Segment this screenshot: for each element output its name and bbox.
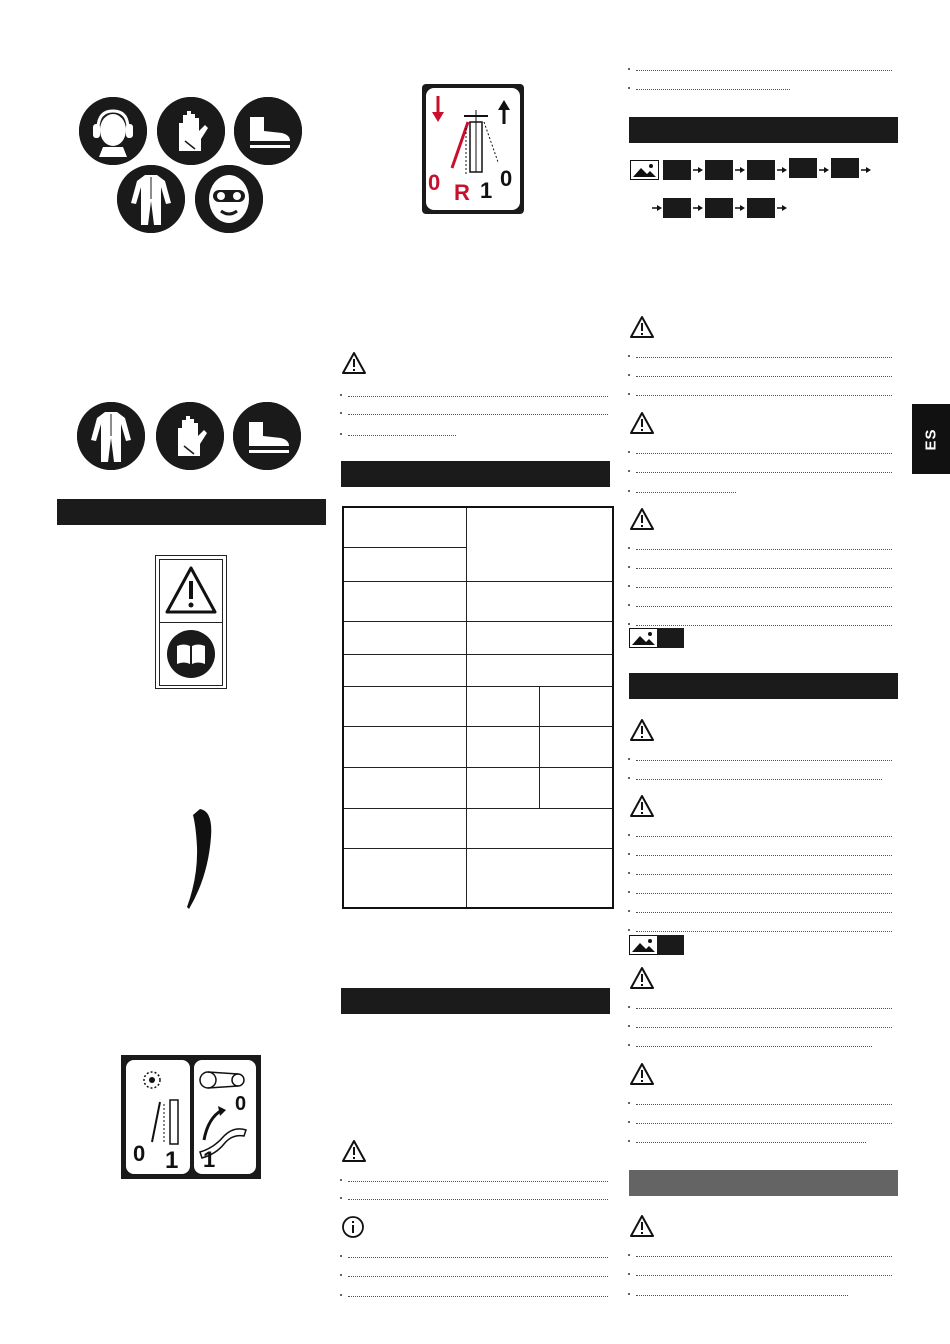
flow-step-box (705, 160, 733, 180)
text-line (636, 1295, 848, 1296)
arrow-right-icon (652, 203, 662, 213)
spec-value-cell (540, 686, 614, 726)
image-placeholder-icon (629, 935, 658, 955)
lever-zero-red: 0 (428, 170, 441, 195)
text-line (348, 1296, 608, 1297)
lever-label-bottom-right: 1 (203, 1147, 216, 1172)
spec-value-cell (467, 767, 540, 808)
flow-step-box (747, 160, 775, 180)
lever-zero: 0 (500, 166, 513, 191)
text-line (636, 395, 892, 396)
flow-step-box (831, 158, 859, 178)
text-line (348, 1257, 608, 1258)
warning-triangle-icon (164, 564, 218, 616)
text-line (636, 1027, 892, 1028)
spec-table (342, 506, 614, 909)
text-line (636, 472, 892, 473)
text-line (636, 1046, 872, 1047)
spec-value-cell (467, 686, 540, 726)
warning-icon (629, 507, 655, 531)
section-heading-bar (629, 117, 898, 143)
warning-icon (629, 411, 655, 435)
warning-icon (629, 1214, 655, 1238)
section-heading-bar-grey (629, 1170, 898, 1196)
arrow-right-icon (819, 165, 829, 175)
ear-protection-icon (79, 97, 147, 165)
read-manual-icon (167, 630, 215, 678)
spec-label-cell (343, 654, 467, 686)
spec-label-cell (343, 726, 467, 767)
text-line (636, 1275, 892, 1276)
text-line (636, 1104, 892, 1105)
protective-suit-icon (77, 402, 145, 470)
text-line (636, 1142, 866, 1143)
text-line (348, 1276, 608, 1277)
text-line (636, 357, 892, 358)
flow-step-box (663, 198, 691, 218)
spec-label-cell (343, 581, 467, 621)
spec-label-cell (343, 767, 467, 808)
safety-boots-icon (234, 97, 302, 165)
flow-step-box (747, 198, 775, 218)
text-line (636, 549, 892, 550)
image-placeholder-icon (629, 628, 658, 648)
arrow-right-icon (735, 165, 745, 175)
safety-label (155, 555, 227, 689)
warning-icon (341, 1139, 367, 1163)
section-heading-bar (341, 461, 610, 487)
text-line (636, 836, 892, 837)
spec-label-cell (343, 848, 467, 908)
spec-label-cell (343, 621, 467, 654)
text-line (636, 568, 892, 569)
gloves-icon (157, 97, 225, 165)
flow-step-box (663, 160, 691, 180)
text-line (636, 893, 892, 894)
spec-value-cell (467, 621, 614, 654)
protective-suit-icon (117, 165, 185, 233)
section-heading-bar (341, 988, 610, 1014)
text-line (636, 779, 882, 780)
spec-label-cell (343, 547, 467, 581)
flow-step-box (789, 158, 817, 178)
section-heading-bar (57, 499, 326, 525)
spec-label-cell (343, 507, 467, 547)
lever-label-right: 1 (165, 1147, 179, 1174)
arrow-right-icon (861, 165, 871, 175)
info-icon (341, 1215, 367, 1239)
text-line (348, 414, 608, 415)
lever-label-left: 0 (133, 1141, 146, 1166)
figure-ref-box (657, 628, 684, 648)
text-line (636, 931, 892, 932)
text-line (636, 1008, 892, 1009)
spec-label-cell (343, 808, 467, 848)
clutch-lever-diagram (121, 1055, 261, 1179)
spec-value-cell (467, 808, 614, 848)
tine-blade-illustration (183, 807, 213, 912)
text-line (636, 874, 892, 875)
text-line (636, 912, 892, 913)
language-tab-label: ES (922, 427, 940, 451)
arrow-right-icon (735, 203, 745, 213)
text-line (636, 492, 736, 493)
lever-r-red: R (454, 180, 470, 205)
spec-label-cell (343, 686, 467, 726)
text-line (636, 376, 892, 377)
face-mask-goggles-icon (195, 165, 263, 233)
lever-position-diagram (422, 84, 524, 214)
arrow-right-icon (693, 203, 703, 213)
text-line (636, 89, 790, 90)
section-heading-bar (629, 673, 898, 699)
spec-value-cell (540, 767, 614, 808)
spec-value-cell (467, 726, 540, 767)
gloves-icon (156, 402, 224, 470)
text-line (636, 1256, 892, 1257)
text-line (348, 435, 456, 436)
image-placeholder-icon (630, 160, 659, 180)
text-line (348, 396, 608, 397)
warning-icon (629, 718, 655, 742)
warning-icon (629, 1062, 655, 1086)
text-line (348, 1181, 608, 1182)
warning-icon (629, 315, 655, 339)
text-line (636, 1123, 892, 1124)
arrow-right-icon (693, 165, 703, 175)
warning-icon (341, 351, 367, 375)
spec-value-cell (467, 848, 614, 908)
flow-step-box (705, 198, 733, 218)
language-tab[interactable] (912, 404, 950, 474)
spec-value-cell (467, 654, 614, 686)
arrow-right-icon (777, 165, 787, 175)
text-line (636, 855, 892, 856)
spec-value-cell (467, 507, 614, 581)
text-line (348, 1199, 608, 1200)
text-line (636, 70, 892, 71)
spec-value-cell (467, 581, 614, 621)
safety-boots-icon (233, 402, 301, 470)
warning-icon (629, 794, 655, 818)
text-line (636, 453, 892, 454)
lever-one: 1 (480, 178, 493, 203)
text-line (636, 760, 892, 761)
text-line (636, 606, 892, 607)
text-line (636, 587, 892, 588)
text-line (636, 625, 892, 626)
lever-label-top-right: 0 (235, 1093, 247, 1115)
figure-ref-box (657, 935, 684, 955)
arrow-right-icon (777, 203, 787, 213)
spec-value-cell (540, 726, 614, 767)
warning-icon (629, 966, 655, 990)
